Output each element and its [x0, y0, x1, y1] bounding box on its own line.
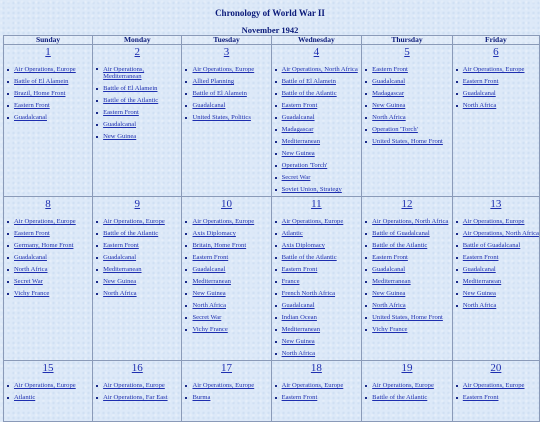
- event-topic-link[interactable]: Mediterranean: [281, 138, 321, 145]
- event-topic-link[interactable]: Air Operations, Europe: [281, 218, 344, 225]
- event-topic-link[interactable]: Air Operations, Europe: [462, 66, 525, 73]
- calendar-day-cell: [271, 197, 362, 361]
- event-topic-link[interactable]: Allied Planning: [192, 78, 235, 85]
- event-topic-list: [453, 216, 539, 312]
- day-number-link[interactable]: 5: [404, 46, 410, 58]
- event-topic-item: [184, 276, 270, 288]
- page-title: Chronology of World War II: [215, 8, 325, 18]
- event-topic-link[interactable]: Eastern Front: [281, 266, 318, 273]
- event-topic-link[interactable]: Guadalcanal: [14, 254, 47, 261]
- day-number-link[interactable]: 1: [45, 46, 51, 58]
- event-topic-list: [272, 216, 362, 360]
- event-topic-link[interactable]: Guadalcanal: [372, 78, 406, 85]
- event-topic-item: [455, 288, 539, 300]
- event-topic-link[interactable]: Air Operations, Europe: [192, 218, 255, 225]
- event-topic-item: [274, 184, 362, 196]
- event-topic-item: [274, 240, 362, 252]
- event-topic-link[interactable]: Air Operations, North Africa: [372, 218, 449, 225]
- event-topic-link[interactable]: Brazil, Home Front: [14, 90, 66, 97]
- event-topic-item: [6, 380, 92, 392]
- event-topic-item: [274, 392, 362, 404]
- event-topic-link[interactable]: Mediterranean: [103, 266, 142, 273]
- event-topic-link[interactable]: Battle of the Atlantic: [103, 230, 159, 237]
- event-topic-item: [274, 148, 362, 160]
- event-topic-item: [184, 380, 270, 392]
- day-number-link[interactable]: 4: [313, 46, 320, 58]
- event-topic-link[interactable]: Britain, Home Front: [192, 242, 247, 249]
- event-topic-item: [184, 300, 270, 312]
- event-topic-link[interactable]: Madagascar: [372, 90, 405, 97]
- weekday-sunday: Sunday: [4, 36, 93, 45]
- event-topic-link[interactable]: Eastern Front: [372, 66, 408, 73]
- event-topic-list: [362, 64, 452, 148]
- event-topic-item: [95, 392, 181, 404]
- event-topic-item: [6, 216, 92, 228]
- event-topic-link[interactable]: New Guinea: [103, 133, 137, 140]
- day-number-link[interactable]: 6: [493, 46, 499, 58]
- event-topic-item: [184, 100, 270, 112]
- event-topic-list: [4, 216, 92, 300]
- event-topic-item: [274, 380, 362, 392]
- event-topic-link[interactable]: Eastern Front: [103, 242, 139, 249]
- event-topic-link[interactable]: North Africa: [103, 290, 137, 297]
- event-topic-list: [93, 380, 181, 404]
- event-topic-link[interactable]: Eastern Front: [281, 102, 318, 109]
- event-topic-list: [4, 380, 92, 404]
- event-topic-item: [274, 276, 362, 288]
- day-number-link[interactable]: 11: [311, 198, 322, 210]
- event-topic-item: [455, 88, 539, 100]
- event-topic-link[interactable]: Vichy France: [14, 290, 50, 297]
- event-topic-item: [6, 112, 92, 124]
- event-topic-item: [364, 88, 452, 100]
- calendar-day-cell: [182, 197, 271, 361]
- day-number-link[interactable]: 17: [221, 362, 233, 374]
- event-topic-link[interactable]: Mediterranean: [462, 278, 502, 285]
- month-title: November 1942: [241, 25, 299, 35]
- event-topic-link[interactable]: Eastern Front: [281, 394, 318, 401]
- event-topic-link[interactable]: New Guinea: [103, 278, 137, 285]
- day-number-link[interactable]: 10: [221, 198, 233, 210]
- event-topic-item: [95, 83, 181, 95]
- day-number-link[interactable]: 20: [490, 362, 502, 374]
- calendar-table: [3, 35, 540, 422]
- event-topic-item: [184, 252, 270, 264]
- event-topic-link[interactable]: New Guinea: [372, 290, 406, 297]
- event-topic-item: [95, 276, 181, 288]
- event-topic-link[interactable]: Burma: [192, 394, 211, 401]
- day-number-link[interactable]: 2: [134, 46, 141, 58]
- calendar-week-row: [4, 197, 540, 361]
- event-topic-link[interactable]: Battle of the Atlantic: [281, 254, 337, 261]
- event-topic-link[interactable]: Air Operations, Europe: [103, 382, 165, 389]
- weekday-friday: Friday: [452, 36, 539, 45]
- event-topic-item: [455, 380, 539, 392]
- event-topic-item: [184, 112, 270, 124]
- event-topic-item: [274, 64, 362, 76]
- event-topic-link[interactable]: Atlantic: [281, 230, 303, 237]
- day-number-link[interactable]: 19: [401, 362, 413, 374]
- event-topic-item: [364, 380, 452, 392]
- event-topic-link[interactable]: Battle of the Atlantic: [372, 242, 428, 249]
- event-topic-link[interactable]: Operation 'Torch': [281, 162, 328, 169]
- day-number-link[interactable]: 18: [310, 362, 322, 374]
- event-topic-item: [184, 288, 270, 300]
- event-topic-link[interactable]: Guadalcanal: [462, 266, 496, 273]
- event-topic-link[interactable]: Battle of El Alamein: [281, 78, 336, 85]
- event-topic-link[interactable]: Air Operations, North Africa: [281, 66, 358, 73]
- event-topic-item: [6, 392, 92, 404]
- event-topic-link[interactable]: Guadalcanal: [192, 102, 226, 109]
- event-topic-item: [364, 228, 452, 240]
- event-topic-list: [4, 64, 92, 124]
- event-topic-item: [184, 392, 270, 404]
- event-topic-item: [364, 112, 452, 124]
- event-topic-item: [364, 100, 452, 112]
- event-topic-item: [274, 136, 362, 148]
- event-topic-item: [364, 76, 452, 88]
- event-topic-link[interactable]: Eastern Front: [462, 254, 499, 261]
- event-topic-item: [6, 88, 92, 100]
- event-topic-item: [455, 392, 539, 404]
- event-topic-link[interactable]: Germany, Home Front: [14, 242, 74, 249]
- event-topic-item: [6, 64, 92, 76]
- event-topic-item: [364, 252, 452, 264]
- event-topic-list: [93, 216, 181, 300]
- event-topic-link[interactable]: North Africa: [462, 302, 497, 309]
- event-topic-link[interactable]: France: [281, 278, 300, 285]
- event-topic-link[interactable]: Eastern Front: [14, 102, 50, 109]
- event-topic-link[interactable]: Guadalcanal: [192, 266, 226, 273]
- day-number-link[interactable]: 13: [490, 198, 502, 210]
- event-topic-item: [95, 288, 181, 300]
- event-topic-item: [95, 228, 181, 240]
- event-topic-item: [274, 300, 362, 312]
- event-topic-link[interactable]: North Africa: [281, 350, 316, 357]
- event-topic-item: [455, 252, 539, 264]
- event-topic-link[interactable]: North Africa: [372, 302, 406, 309]
- event-topic-item: [184, 76, 270, 88]
- event-topic-item: [95, 131, 181, 143]
- event-topic-list: [272, 64, 362, 196]
- event-topic-link[interactable]: Secret War: [192, 314, 222, 321]
- event-topic-link[interactable]: Secret War: [281, 174, 311, 181]
- event-topic-link[interactable]: Battle of the Atlantic: [103, 97, 159, 104]
- event-topic-item: [364, 64, 452, 76]
- event-topic-item: [95, 95, 181, 107]
- event-topic-link[interactable]: Soviet Union, Strategy: [281, 186, 342, 193]
- event-topic-link[interactable]: Vichy France: [192, 326, 228, 333]
- event-topic-link[interactable]: Battle of El Alamein: [103, 85, 158, 92]
- event-topic-item: [6, 76, 92, 88]
- calendar-day-cell: [4, 45, 93, 197]
- event-topic-link[interactable]: North Africa: [462, 102, 497, 109]
- event-topic-link[interactable]: Battle of the Atlantic: [281, 90, 337, 97]
- event-topic-link[interactable]: New Guinea: [372, 102, 406, 109]
- calendar-week-row: [4, 361, 540, 422]
- calendar-day-cell: [452, 45, 539, 197]
- event-topic-link[interactable]: Air Operations, Europe: [192, 66, 255, 73]
- day-number-link[interactable]: 16: [131, 362, 143, 374]
- event-topic-link[interactable]: Battle of the Atlantic: [372, 394, 428, 401]
- day-number-link[interactable]: 3: [223, 46, 230, 58]
- event-topic-item: [455, 240, 539, 252]
- event-topic-item: [274, 160, 362, 172]
- event-topic-item: [6, 276, 92, 288]
- event-topic-link[interactable]: New Guinea: [281, 150, 315, 157]
- event-topic-item: [6, 264, 92, 276]
- event-topic-link[interactable]: New Guinea: [462, 290, 496, 297]
- calendar-day-cell: [4, 361, 93, 422]
- event-topic-item: [6, 228, 92, 240]
- event-topic-link[interactable]: New Guinea: [281, 338, 315, 345]
- event-topic-link[interactable]: Air Operations, Europe: [14, 66, 76, 73]
- event-topic-item: [274, 76, 362, 88]
- event-topic-link[interactable]: North Africa: [192, 302, 226, 309]
- event-topic-link[interactable]: Indian Ocean: [281, 314, 317, 321]
- calendar-day-cell: [4, 197, 93, 361]
- event-topic-item: [95, 64, 181, 80]
- event-topic-item: [274, 112, 362, 124]
- calendar-day-cell: [362, 45, 453, 197]
- event-topic-link[interactable]: Guadalcanal: [281, 114, 315, 121]
- event-topic-item: [364, 136, 452, 148]
- event-topic-link[interactable]: Air Operations, Europe: [192, 382, 255, 389]
- event-topic-link[interactable]: United States, Politics: [192, 114, 251, 121]
- calendar-day-cell: [182, 361, 271, 422]
- event-topic-list: [453, 380, 539, 404]
- event-topic-link[interactable]: Air Operations, Europe: [281, 382, 344, 389]
- event-topic-item: [364, 300, 452, 312]
- event-topic-list: [272, 380, 362, 404]
- event-topic-item: [95, 264, 181, 276]
- event-topic-item: [274, 324, 362, 336]
- event-topic-item: [364, 392, 452, 404]
- event-topic-link[interactable]: Guadalcanal: [281, 302, 315, 309]
- calendar-day-cell: [362, 197, 453, 361]
- event-topic-item: [364, 324, 452, 336]
- event-topic-item: [184, 264, 270, 276]
- event-topic-link[interactable]: Guadalcanal: [372, 266, 406, 273]
- event-topic-link[interactable]: Battle of Guadalcanal: [462, 242, 521, 249]
- event-topic-item: [274, 252, 362, 264]
- event-topic-link[interactable]: Battle of Guadalcanal: [372, 230, 430, 237]
- event-topic-link[interactable]: Air Operations, Europe: [372, 382, 434, 389]
- event-topic-item: [364, 216, 452, 228]
- weekday-monday: Monday: [93, 36, 182, 45]
- event-topic-link[interactable]: Mediterranean: [281, 326, 321, 333]
- event-topic-item: [455, 76, 539, 88]
- day-number-link[interactable]: 9: [134, 198, 141, 210]
- event-topic-item: [184, 88, 270, 100]
- calendar-week-row: [4, 45, 540, 197]
- day-number-link[interactable]: 15: [42, 362, 54, 374]
- event-topic-item: [274, 312, 362, 324]
- event-topic-item: [6, 252, 92, 264]
- event-topic-item: [455, 64, 539, 76]
- event-topic-link[interactable]: Guadalcanal: [14, 114, 47, 121]
- event-topic-item: [184, 216, 270, 228]
- event-topic-item: [274, 172, 362, 184]
- calendar-day-cell: [93, 361, 182, 422]
- event-topic-item: [274, 88, 362, 100]
- event-topic-item: [364, 276, 452, 288]
- event-topic-item: [364, 240, 452, 252]
- event-topic-item: [184, 240, 270, 252]
- event-topic-item: [274, 264, 362, 276]
- weekday-thursday: Thursday: [362, 36, 453, 45]
- event-topic-link[interactable]: Eastern Front: [372, 254, 408, 261]
- event-topic-link[interactable]: New Guinea: [192, 290, 226, 297]
- event-topic-item: [364, 312, 452, 324]
- event-topic-link[interactable]: Eastern Front: [192, 254, 229, 261]
- event-topic-link[interactable]: Axis Diplomacy: [192, 230, 236, 237]
- event-topic-item: [6, 240, 92, 252]
- event-topic-link[interactable]: Operation 'Torch': [372, 126, 418, 133]
- event-topic-item: [95, 380, 181, 392]
- event-topic-item: [95, 240, 181, 252]
- event-topic-link[interactable]: Guadalcanal: [103, 121, 137, 128]
- event-topic-item: [274, 228, 362, 240]
- event-topic-link[interactable]: Axis Diplomacy: [281, 242, 325, 249]
- event-topic-link[interactable]: Air Operations, Europe: [103, 218, 165, 225]
- event-topic-item: [455, 276, 539, 288]
- event-topic-link[interactable]: United States, Home Front: [372, 314, 443, 321]
- event-topic-list: [93, 64, 181, 143]
- event-topic-item: [6, 100, 92, 112]
- event-topic-list: [182, 380, 270, 404]
- calendar-day-cell: [93, 197, 182, 361]
- event-topic-link[interactable]: Air Operations, Europe: [462, 218, 525, 225]
- event-topic-link[interactable]: Eastern Front: [462, 394, 499, 401]
- calendar-day-cell: [452, 361, 539, 422]
- day-number-link[interactable]: 8: [45, 198, 51, 210]
- event-topic-link[interactable]: Atlantic: [14, 394, 36, 401]
- event-topic-item: [274, 216, 362, 228]
- event-topic-link[interactable]: Guadalcanal: [462, 90, 496, 97]
- event-topic-item: [274, 288, 362, 300]
- weekday-wednesday: Wednesday: [271, 36, 362, 45]
- event-topic-list: [182, 64, 270, 124]
- event-topic-link[interactable]: Guadalcanal: [103, 254, 137, 261]
- event-topic-item: [95, 107, 181, 119]
- event-topic-link[interactable]: United States, Home Front: [372, 138, 443, 145]
- event-topic-item: [364, 288, 452, 300]
- event-topic-link[interactable]: Air Operations, Europe: [462, 382, 525, 389]
- event-topic-link[interactable]: Battle of El Alamein: [192, 90, 247, 97]
- event-topic-item: [274, 336, 362, 348]
- event-topic-list: [362, 216, 452, 336]
- event-topic-item: [184, 228, 270, 240]
- event-topic-link[interactable]: Air Operations, Europe: [14, 218, 76, 225]
- event-topic-link[interactable]: Vichy France: [372, 326, 408, 333]
- event-topic-link[interactable]: Eastern Front: [462, 78, 499, 85]
- event-topic-item: [364, 124, 452, 136]
- event-topic-link[interactable]: Air Operations, Mediterranean: [103, 66, 145, 80]
- calendar-day-cell: [271, 45, 362, 197]
- event-topic-link[interactable]: Eastern Front: [103, 109, 139, 116]
- calendar-day-cell: [271, 361, 362, 422]
- calendar-day-cell: [93, 45, 182, 197]
- event-topic-link[interactable]: North Africa: [14, 266, 48, 273]
- event-topic-item: [455, 300, 539, 312]
- event-topic-item: [184, 312, 270, 324]
- event-topic-link[interactable]: Air Operations, North Africa: [462, 230, 539, 237]
- event-topic-item: [455, 264, 539, 276]
- event-topic-item: [95, 216, 181, 228]
- event-topic-item: [6, 288, 92, 300]
- event-topic-link[interactable]: Mediterranean: [372, 278, 411, 285]
- calendar-day-cell: [452, 197, 539, 361]
- event-topic-link[interactable]: Madagascar: [281, 126, 314, 133]
- event-topic-item: [274, 100, 362, 112]
- day-number-link[interactable]: 12: [401, 198, 413, 210]
- event-topic-item: [455, 228, 539, 240]
- event-topic-item: [95, 119, 181, 131]
- event-topic-link[interactable]: Air Operations, Europe: [14, 382, 76, 389]
- event-topic-list: [453, 64, 539, 112]
- event-topic-link[interactable]: Mediterranean: [192, 278, 231, 285]
- event-topic-link[interactable]: Eastern Front: [14, 230, 50, 237]
- calendar-day-cell: [182, 45, 271, 197]
- weekday-tuesday: Tuesday: [182, 36, 271, 45]
- event-topic-item: [274, 348, 362, 360]
- event-topic-link[interactable]: Battle of El Alamein: [14, 78, 69, 85]
- event-topic-item: [455, 216, 539, 228]
- event-topic-item: [455, 100, 539, 112]
- event-topic-link[interactable]: Air Operations, Far East: [103, 394, 168, 401]
- event-topic-link[interactable]: French North Africa: [281, 290, 336, 297]
- weekday-header-row: [4, 36, 540, 45]
- event-topic-item: [184, 64, 270, 76]
- event-topic-list: [362, 380, 452, 404]
- event-topic-link[interactable]: North Africa: [372, 114, 406, 121]
- event-topic-item: [95, 252, 181, 264]
- event-topic-item: [184, 324, 270, 336]
- event-topic-list: [182, 216, 270, 336]
- event-topic-item: [274, 124, 362, 136]
- event-topic-item: [364, 264, 452, 276]
- calendar-day-cell: [362, 361, 453, 422]
- event-topic-link[interactable]: Secret War: [14, 278, 43, 285]
